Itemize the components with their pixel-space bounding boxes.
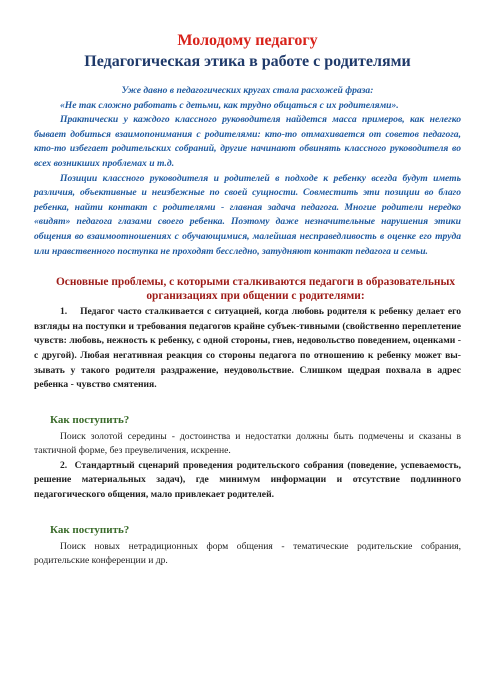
doc-title: Педагогическая этика в работе с родителями: [84, 53, 411, 70]
intro-paragraph-1: Уже давно в педагогических кругах стала расхожей фраза:: [121, 85, 374, 96]
problem-item-1: 1. Педагог часто сталкивается с ситуацией, когда любовь родителя к ребенку делает его взгляды на поступки и требования педагогов крайне субъек-тивными (свойственно переплетение чувств: любовь, нежность к ребенку, с одной стороны, гнев, недовольство поведением, оценками - с другой). Любая негативная реакция со стороны педагога по отношению к ребенку может вы-зывать у такого родителя раздражение, неудовольствие. Слишком щедрая похвала в адрес ребенка - чувство смятения.: [34, 306, 461, 391]
doc-supertitle: Молодому педагогу: [177, 32, 318, 49]
how-to-act-heading-1: Как поступить?: [50, 413, 130, 426]
how-to-act-text-2: Поиск новых нетрадиционных форм общения - тематические родительские собрания, родительские конференции и др.: [34, 540, 461, 567]
problems-heading: Основные проблемы, с которыми сталкиваются педагоги в образовательных организациях при общении с родителями:: [55, 276, 456, 303]
intro-paragraph-4: Позиции классного руководителя и родителей в подходе к ребенку всегда будут иметь различия, объективные и неизбежные по своей сущности. Совместить эти позиции во благо ребенка, найти контакт с родителями - главная задача педагога. Многие родители нередко «видят» педагога глазами своего ребенка. Поэтому даже незначительные нарушения этики общения во взаимоотношениях с обучающимися, малейшая несправедливость в оценке его труда или нравственного поступка не проходят бесследно, затудняют контакт педагога и семьи.: [34, 172, 461, 257]
intro-paragraph-3: Практически у каждого классного руководителя найдется масса примеров, как нелегко бывает добиться взаимопонимания с родителями: кто-то отмахивается от советов педагога, кто-то избегает родительских собраний, другие начинают обвинять классного руководителя во всех возникших проблемах и т.д.: [34, 114, 461, 169]
how-to-act-heading-2: Как поступить?: [50, 523, 130, 536]
how-to-act-text-1: Поиск золотой середины - достоинства и недостатки должны быть подмечены и сказаны в тактичной форме, без преувеличения, искренне.: [34, 430, 461, 457]
intro-quote: «Не так сложно работать с детьми, как трудно общаться с их родителями».: [60, 99, 399, 111]
intro-section: [34, 84, 461, 259]
problem-item-2: 2. Стандартный сценарий проведения родительского собрания (поведение, успеваемость, решение материальных задач), где минимум информации и отсутствие подлинного педагогического общения, мало привлекает родителей.: [34, 459, 461, 501]
